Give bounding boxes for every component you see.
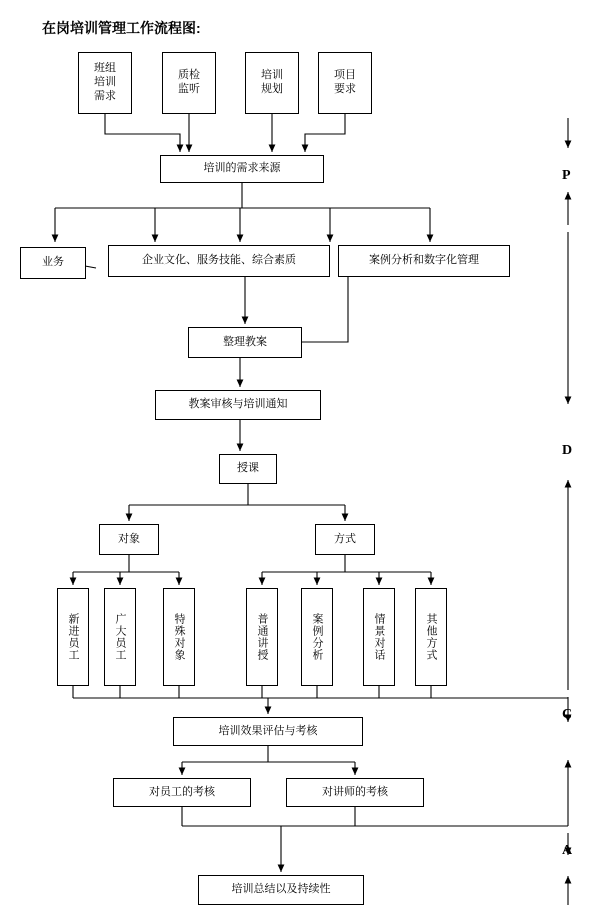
flow-node-n18 — [301, 588, 333, 686]
phase-label-d: D — [562, 443, 573, 458]
flow-node-n5 — [160, 155, 324, 183]
flow-node-n6 — [20, 247, 86, 279]
flow-node-n12 — [99, 524, 159, 555]
flow-node-n20 — [415, 588, 447, 686]
flow-node-n14 — [57, 588, 89, 686]
flow-node-label: 教案审核与培训通知 — [188, 398, 288, 411]
flow-node-n24 — [198, 875, 364, 905]
flow-node-label: 对员工的考核 — [149, 785, 215, 798]
flow-node-n19 — [363, 588, 395, 686]
flow-node-label: 业务 — [42, 256, 64, 269]
flow-node-n16 — [163, 588, 195, 686]
flow-node-label: 班组 培训 需求 — [94, 62, 116, 102]
flow-node-n15 — [104, 588, 136, 686]
flow-node-n8 — [338, 245, 510, 277]
flow-node-label: 项目 要求 — [334, 69, 356, 95]
flow-node-n7 — [108, 245, 330, 277]
flow-node-label: 案例分析 — [311, 613, 324, 661]
flow-node-n3 — [245, 52, 299, 114]
flow-node-n13 — [315, 524, 375, 555]
flow-node-label: 培训 规划 — [261, 69, 283, 95]
flow-node-label: 广大员工 — [114, 613, 127, 661]
flow-node-label: 方式 — [334, 532, 356, 545]
flow-node-label: 整理教案 — [223, 335, 267, 348]
flow-node-label: 授课 — [237, 462, 259, 475]
flow-node-label: 其他方式 — [425, 613, 438, 661]
flow-node-label: 对讲师的考核 — [322, 785, 388, 798]
page-title: 在岗培训管理工作流程图: — [42, 20, 201, 36]
flow-node-label: 培训效果评估与考核 — [218, 724, 318, 737]
flow-node-n17 — [246, 588, 278, 686]
flow-node-label: 质检 监听 — [178, 69, 200, 95]
flow-node-label: 案例分析和数字化管理 — [369, 254, 479, 267]
flow-node-label: 企业文化、服务技能、综合素质 — [142, 254, 296, 267]
flow-node-n2 — [162, 52, 216, 114]
flow-node-label: 对象 — [118, 532, 140, 545]
flow-node-n22 — [113, 778, 251, 807]
phase-label-a: A — [562, 843, 573, 858]
phase-label-p: P — [562, 168, 571, 183]
flow-node-label: 培训总结以及持续性 — [231, 883, 331, 896]
flow-node-n21 — [173, 717, 363, 746]
flow-node-n1 — [78, 52, 132, 114]
flow-node-label: 情景对话 — [373, 613, 386, 661]
flow-node-label: 特殊对象 — [173, 613, 186, 661]
flow-node-label: 培训的需求来源 — [203, 162, 281, 175]
flow-node-n9 — [188, 327, 302, 358]
flow-node-n10 — [155, 390, 321, 420]
phase-label-c: C — [562, 707, 573, 722]
flow-node-n4 — [318, 52, 372, 114]
flow-node-n11 — [219, 454, 277, 484]
flow-node-n23 — [286, 778, 424, 807]
flow-node-label: 普通讲授 — [256, 613, 269, 661]
flow-node-label: 新进员工 — [67, 613, 80, 661]
